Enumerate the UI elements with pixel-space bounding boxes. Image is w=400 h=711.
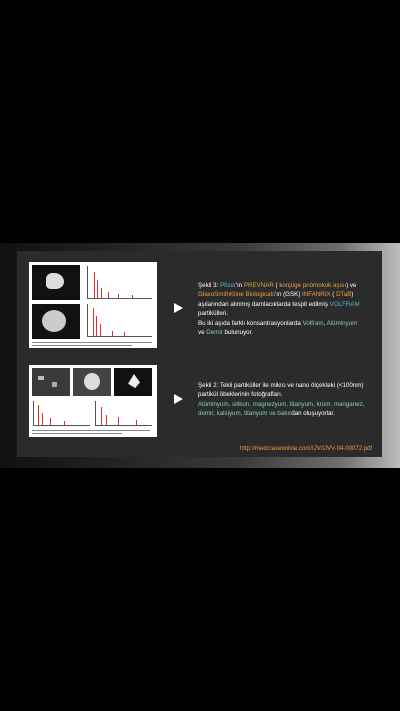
spectrum-bottom — [87, 304, 152, 337]
play-arrow-icon — [174, 394, 183, 404]
figure-3-image — [29, 262, 157, 348]
text-segment: , — [323, 319, 327, 327]
text-segment: Pfizer — [220, 282, 236, 289]
text-segment: ve — [198, 329, 207, 337]
text-segment: ( — [330, 291, 337, 299]
figure-2-description — [198, 381, 380, 419]
text-segment: aşılarından alınmış damlacıklarda tespit edilmiş — [198, 300, 330, 308]
play-arrow-icon — [174, 303, 183, 313]
figure-3-description — [198, 281, 378, 337]
presentation-slide — [17, 251, 382, 457]
text-segment: PREVNAR — [243, 282, 274, 289]
text-segment: partikül öbeklerinin fotoğrafları. — [198, 391, 283, 399]
spectrum-left — [33, 401, 90, 426]
micrograph-3 — [114, 368, 152, 396]
spectrum-top — [87, 266, 152, 299]
micrograph-2 — [73, 368, 111, 396]
text-segment: GlaxoSmithKline Biologicals — [198, 291, 276, 299]
spectrum-right — [95, 401, 152, 426]
text-segment: ) ve — [346, 282, 357, 289]
figure-caption — [32, 430, 150, 431]
text-segment: konjüge pnömokok aşısı — [279, 282, 347, 289]
text-segment: partikülleri. — [198, 310, 228, 318]
micrograph-bottom — [32, 304, 80, 339]
source-link[interactable]: http://medcraveonline.com/IJV/IJVV-04-00072.pdf — [240, 446, 373, 452]
text-segment: Şekil 2: Tekli partiküller ile mikro ve nano ölçekteki (<100nm) — [198, 382, 364, 389]
text-segment: Bu iki aşıda farklı konsantrasyonlarda — [198, 319, 303, 327]
text-segment: Şekil 3: — [198, 282, 221, 289]
text-segment: VOLFRAM — [329, 300, 360, 308]
text-segment: DTaB — [336, 291, 352, 299]
text-segment: ) — [351, 291, 354, 299]
text-segment: 'ın (GSK) — [275, 291, 303, 299]
figure-caption — [32, 342, 152, 343]
text-segment: 'ın — [235, 282, 244, 289]
figure-2-image — [29, 365, 157, 437]
text-segment: Alüminyum, silikon, magnezyum, titanyum, krom, manganez, — [198, 400, 365, 408]
text-segment: Volfram — [302, 319, 324, 327]
micrograph-top — [32, 265, 80, 300]
text-segment: demir, kalsiyum, titanyum ve bakır — [198, 410, 292, 418]
text-segment: Demir — [206, 329, 223, 337]
text-segment: dan oluşuyorlar. — [291, 410, 335, 418]
text-segment: Alüminyum — [326, 319, 358, 327]
text-segment: bulunuyor. — [222, 329, 254, 337]
text-segment: ( — [273, 282, 280, 289]
micrograph-1 — [32, 368, 70, 396]
text-segment: INFANRIX — [302, 291, 331, 299]
